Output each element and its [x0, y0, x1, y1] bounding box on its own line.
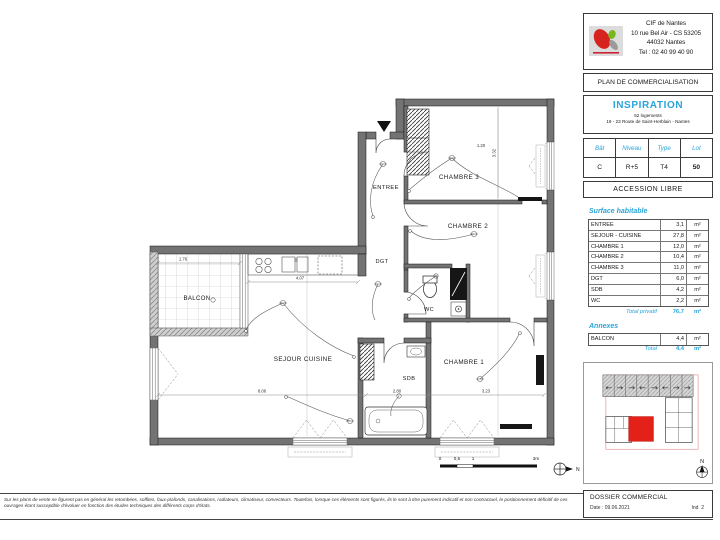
- svg-text:0,5: 0,5: [453, 456, 461, 461]
- table-row: CHAMBRE 2 10,4 m²: [589, 252, 708, 263]
- lot-header-type: Type: [649, 139, 681, 158]
- total-privatif-label: Total privatif: [625, 309, 657, 315]
- table-row: BALCON 4,4 m²: [589, 334, 708, 345]
- key-north-label: N: [700, 459, 705, 466]
- bathtub: [365, 407, 427, 435]
- lot-header-bat: Bât: [584, 139, 616, 158]
- key-plan: [584, 363, 713, 484]
- dossier-date: Date : 09.06.2021: [590, 505, 630, 511]
- annex-total-value: 4,4: [675, 346, 684, 352]
- washbasin: [407, 346, 425, 357]
- dossier-title: DOSSIER COMMERCIAL: [590, 494, 668, 501]
- room-label-wc: WC: [423, 307, 435, 313]
- lot-header-niveau: Niveau: [616, 139, 648, 158]
- sale-type-label: ACCESSION LIBRE: [613, 186, 683, 193]
- table-row: SEJOUR - CUISINE 27,8 m²: [589, 231, 708, 242]
- lot-header-lot: Lot: [681, 139, 712, 158]
- annexes-table: [588, 333, 709, 346]
- company-address1: 10 rue Bel Air - CS 53205: [631, 29, 701, 37]
- dossier-box: [583, 490, 713, 518]
- dim-8-06: 8.06: [257, 388, 267, 394]
- sale-type-box: [583, 181, 713, 198]
- doc-type-label: PLAN DE COMMERCIALISATION: [597, 79, 699, 86]
- project-address: 19 - 23 Route de Saint-Herblain - Nantes: [606, 119, 690, 124]
- doors: [376, 139, 534, 363]
- table-row: SDB 4,2 m²: [589, 285, 708, 296]
- dim-1-20: 1.20: [476, 143, 486, 148]
- project-units: 52 logements: [634, 113, 662, 118]
- company-box: [583, 13, 713, 70]
- doc-type-box: [583, 73, 713, 92]
- lintel-bar: [518, 197, 542, 201]
- table-row: WC 2,2 m²: [589, 296, 708, 307]
- kitchen: [248, 254, 358, 275]
- table-row: CHAMBRE 3 11,0 m²: [589, 263, 708, 274]
- room-label-balcon: BALCON: [183, 296, 211, 302]
- north-compass: [554, 463, 580, 475]
- svg-text:1: 1: [471, 456, 475, 461]
- dim-1-76: 1.76: [178, 256, 188, 262]
- annex-total-unit: m²: [693, 346, 702, 352]
- building-right: [665, 398, 692, 443]
- total-privatif-value: 76,7: [672, 309, 684, 315]
- annex-total-label: Total: [644, 346, 657, 352]
- highlighted-unit: [629, 417, 654, 442]
- room-label-dgt: DGT: [375, 259, 389, 265]
- room-label-chambre2: CHAMBRE 2: [447, 223, 489, 230]
- disclaimer-text: Sur les plans de vente ne figurent pas en général les retombées, soffites, faux-plafonds, canalisations, radiateurs, climatiseur, convecteurs. Toutefois, lorsque ces éléments sont figurés, ils le sont à titre purement indicatif et non contractuel, le positionnement définitif de ces ouvrages étant susceptible d'évoluer en fonction des études techniques des différents corps d'états.: [4, 497, 568, 509]
- annexes-total-row: [588, 346, 709, 352]
- annexes-title: Annexes: [589, 323, 619, 330]
- garage-strip: [603, 375, 693, 397]
- lot-value-bat: C: [584, 158, 616, 177]
- project-name: INSPIRATION: [612, 100, 684, 111]
- switches: [245, 190, 522, 399]
- balcony-tiles: [158, 252, 240, 328]
- lot-value-niveau: R+5: [616, 158, 648, 177]
- room-label-entree: ENTREE: [373, 185, 399, 191]
- light-symbols: [211, 155, 484, 423]
- svg-text:3m: 3m: [532, 456, 540, 461]
- company-phone: Tel : 02 40 99 40 90: [638, 48, 694, 56]
- room-label-chambre1: CHAMBRE 1: [443, 359, 485, 366]
- lot-value-type: T4: [649, 158, 681, 177]
- dim-2-80: 2.80: [392, 388, 402, 394]
- company-address2: 44032 Nantes: [646, 39, 686, 47]
- surface-table: [588, 219, 709, 307]
- table-row: CHAMBRE 1 12,0 m²: [589, 242, 708, 253]
- lot-table: [583, 138, 713, 178]
- closets: [360, 109, 544, 429]
- room-label-sejour: SEJOUR CUISINE: [273, 356, 333, 363]
- key-plan-compass: [697, 459, 708, 477]
- svg-text:0: 0: [438, 456, 442, 461]
- room-label-chambre3: CHAMBRE 3: [438, 174, 480, 181]
- table-row: DGT 6,0 m²: [589, 274, 708, 285]
- dim-3-23: 3.23: [481, 388, 491, 394]
- project-box: [583, 95, 713, 134]
- cif-logo: [589, 26, 623, 56]
- dim-4-07: 4.07: [295, 275, 305, 281]
- total-privatif-unit: m²: [693, 309, 702, 315]
- scale-bar: [439, 456, 540, 468]
- north-label: N: [576, 467, 580, 473]
- room-label-sdb: SDB: [402, 376, 416, 382]
- lot-value-lot: 50: [692, 164, 701, 171]
- entry-arrow: [377, 121, 391, 132]
- surface-title: Surface habitable: [589, 208, 648, 215]
- table-row: ENTREE 3,1 m²: [589, 220, 708, 231]
- building-left: [606, 417, 632, 443]
- dim-3-32: 3.32: [491, 148, 497, 158]
- surface-total-row: [588, 309, 709, 315]
- company-name: CIF de Nantes: [646, 20, 686, 27]
- key-plan-box: [583, 362, 713, 484]
- dossier-ind: Ind 2: [691, 505, 704, 511]
- company-address: [622, 19, 710, 57]
